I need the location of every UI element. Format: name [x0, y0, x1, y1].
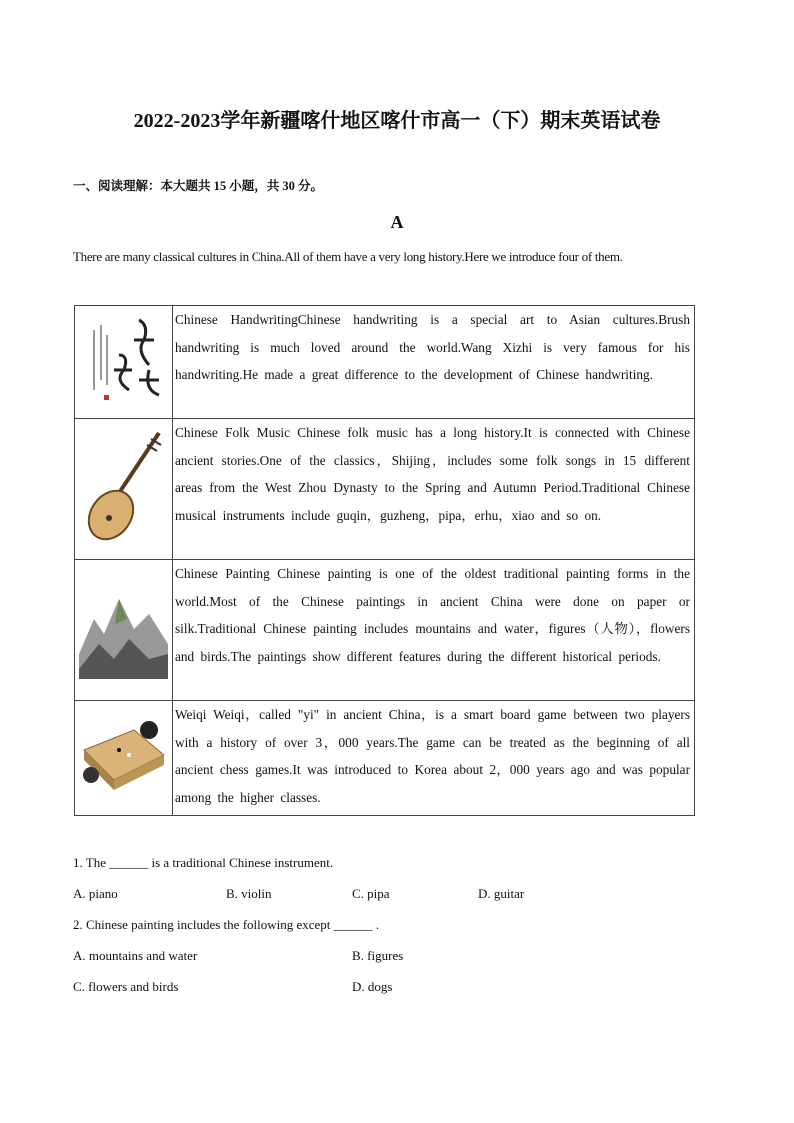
section-heading: 一、阅读理解：本大题共 15 小题，共 30 分。 — [73, 179, 324, 193]
q2-option-a[interactable]: A. mountains and water — [73, 948, 198, 963]
row-text: Chinese Folk Music Chinese folk music has a long history.It is connected with Chinese ancient stories.One of the classics，Shijing，includes some folk songs in 15 different areas from the West Zhou Dynasty to the Spring and Autumn Period.Traditional Chinese musical instruments include guqin，guzheng，pipa，erhu，xiao and so on. — [173, 419, 695, 560]
row-text: Chinese HandwritingChinese handwriting is a special art to Asian cultures.Brush handwriting is much loved around the world.Wang Xizhi is very famous for his handwriting.He made a great difference to the development of Chinese handwriting. — [173, 306, 695, 419]
question-2-stem: 2. Chinese painting includes the following except ______ . — [73, 917, 380, 932]
page-title: 2022-2023学年新疆喀什地区喀什市高一（下）期末英语试卷 — [133, 110, 661, 132]
q1-option-b[interactable]: B. violin — [226, 886, 272, 901]
q2-option-c[interactable]: C. flowers and birds — [73, 979, 179, 994]
pipa-image — [75, 419, 173, 560]
row-text: Weiqi Weiqi，called "yi" in ancient China，is a smart board game between two players with a history of over 3，000 years.The game can be treated as the beginning of all ancient chess games.It was introduced to Korea about 2，000 years ago and was popular among the higher classes. — [173, 701, 695, 816]
table-row — [75, 701, 695, 816]
table-row — [75, 419, 695, 560]
intro-text: There are many classical cultures in China.All of them have a very long history.Here we introduce four of them. — [73, 249, 623, 264]
q2-option-b[interactable]: B. figures — [352, 948, 404, 963]
table-row — [75, 560, 695, 701]
question-1-stem: 1. The ______ is a traditional Chinese instrument. — [73, 855, 334, 870]
table-row — [75, 306, 695, 419]
q1-option-c[interactable]: C. pipa — [352, 886, 390, 901]
q1-option-d[interactable]: D. guitar — [478, 886, 525, 901]
culture-table — [74, 305, 695, 816]
calligraphy-image — [75, 306, 173, 419]
q1-option-a[interactable]: A. piano — [73, 886, 118, 901]
row-text: Chinese Painting Chinese painting is one of the oldest traditional painting forms in the world.Most of the Chinese paintings in ancient China were done on paper or silk.Traditional Chinese painting includes mountains and water，figures（人物），flowers and birds.The paintings show different features during the different historical periods. — [173, 560, 695, 701]
q2-option-d[interactable]: D. dogs — [352, 979, 393, 994]
passage-label: A — [390, 212, 404, 232]
painting-image — [75, 560, 173, 701]
weiqi-board-image — [75, 701, 173, 816]
